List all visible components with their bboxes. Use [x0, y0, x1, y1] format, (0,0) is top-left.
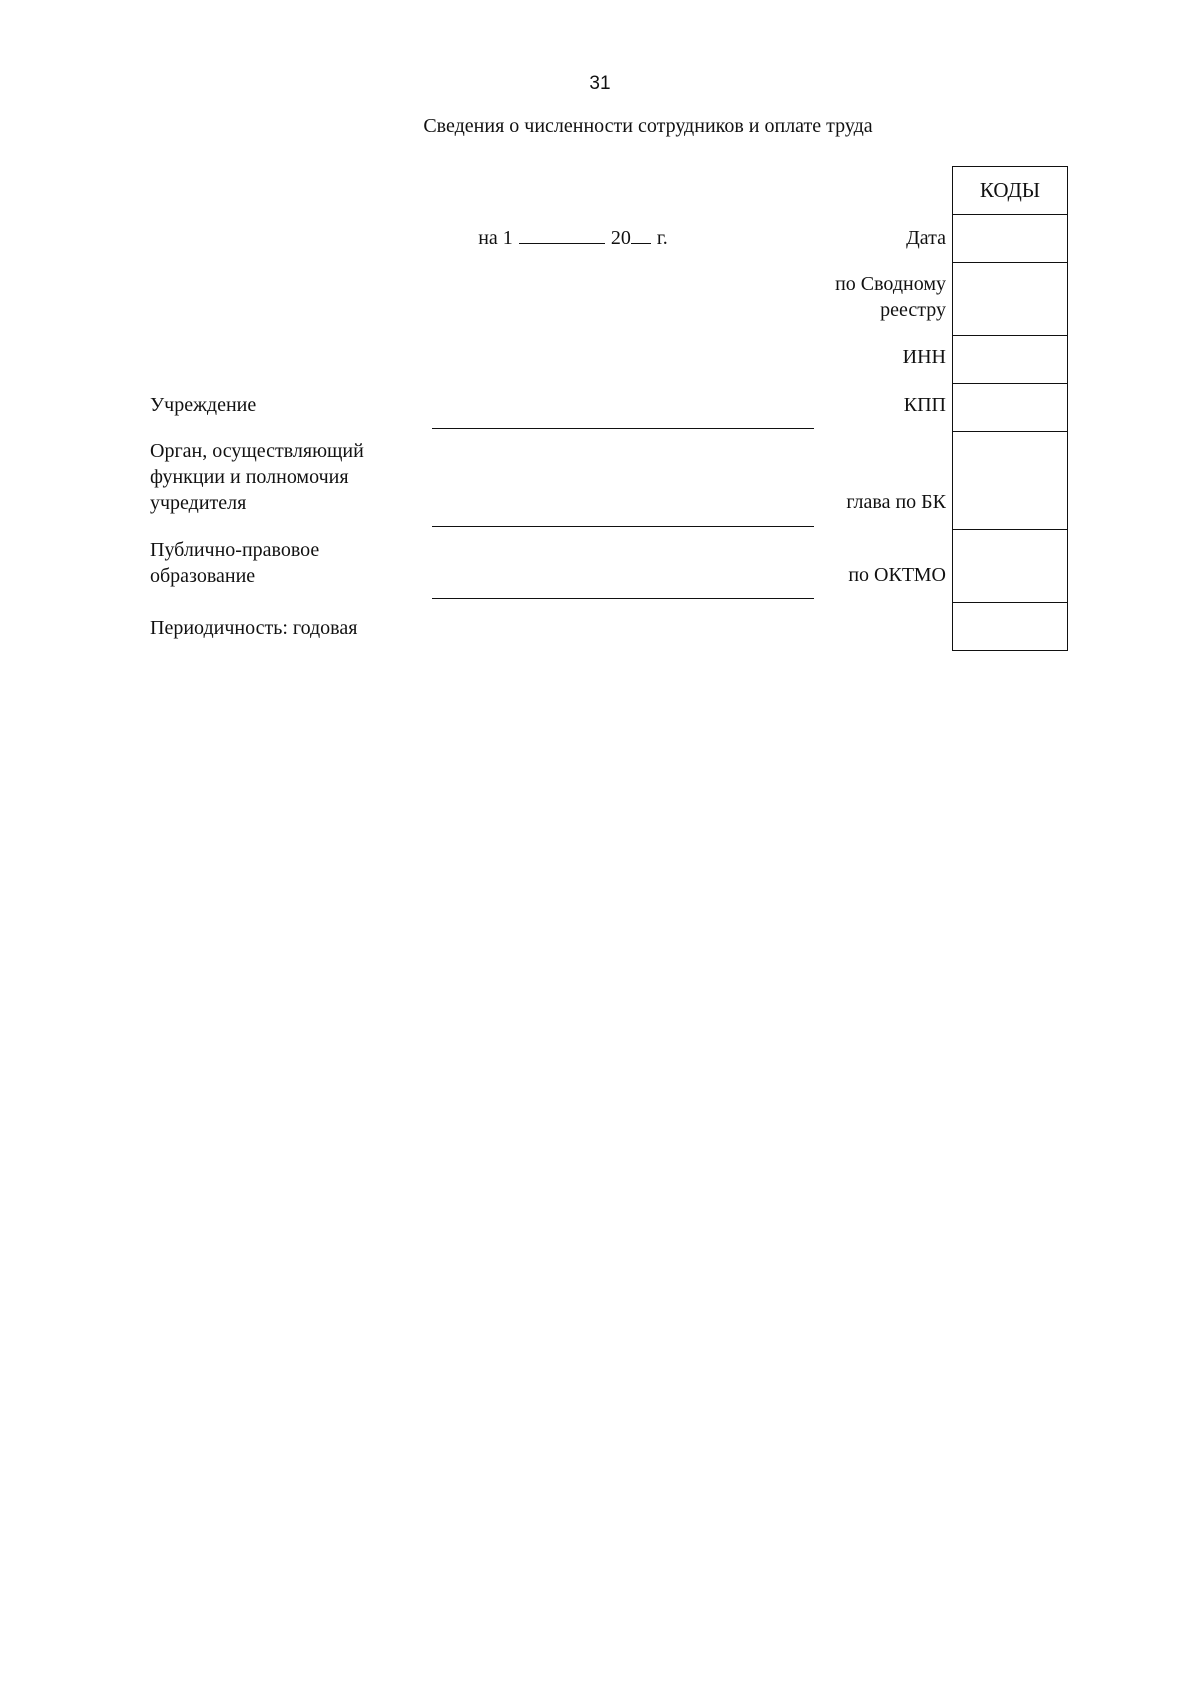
page-number: 31: [589, 73, 611, 94]
periodicity-label: Периодичность: годовая: [150, 617, 358, 639]
date-suffix: г.: [656, 227, 668, 249]
codes-header: КОДЫ: [979, 178, 1041, 202]
public-entity-field-line: [432, 598, 814, 599]
code-cell-inn[interactable]: [953, 335, 1067, 383]
form-title: Сведения о численности сотрудников и оплате труда: [423, 115, 873, 137]
code-label-inn: ИНН: [902, 346, 946, 368]
date-prefix: на 1: [478, 227, 513, 249]
institution-label: Учреждение: [150, 394, 257, 416]
codes-table: [952, 166, 1068, 651]
public-entity-label: Публично-правовое образование: [150, 539, 320, 587]
code-cell-periodicity[interactable]: [953, 602, 1067, 650]
code-label-date: Дата: [906, 227, 946, 249]
code-cell-consolidated-register[interactable]: [953, 262, 1067, 335]
code-label-oktmo: по ОКТМО: [848, 564, 946, 586]
founder-body-label: Орган, осуществляющий функции и полномочия учредителя: [150, 440, 364, 514]
code-label-consolidated-register: по Сводному реестру: [835, 273, 946, 321]
code-cell-kpp[interactable]: [953, 383, 1067, 431]
code-label-budget-chapter: глава по БК: [846, 491, 946, 513]
founder-body-field-line: [432, 526, 814, 527]
code-cell-budget-chapter[interactable]: [953, 431, 1067, 529]
report-date-line: [300, 224, 846, 250]
code-label-kpp: КПП: [903, 394, 946, 416]
institution-field-line: [432, 428, 814, 429]
month-blank: [519, 224, 605, 244]
code-cell-oktmo[interactable]: [953, 529, 1067, 602]
year-blank: [631, 224, 651, 244]
code-cell-date[interactable]: [953, 214, 1067, 262]
year-prefix: 20: [610, 227, 631, 249]
